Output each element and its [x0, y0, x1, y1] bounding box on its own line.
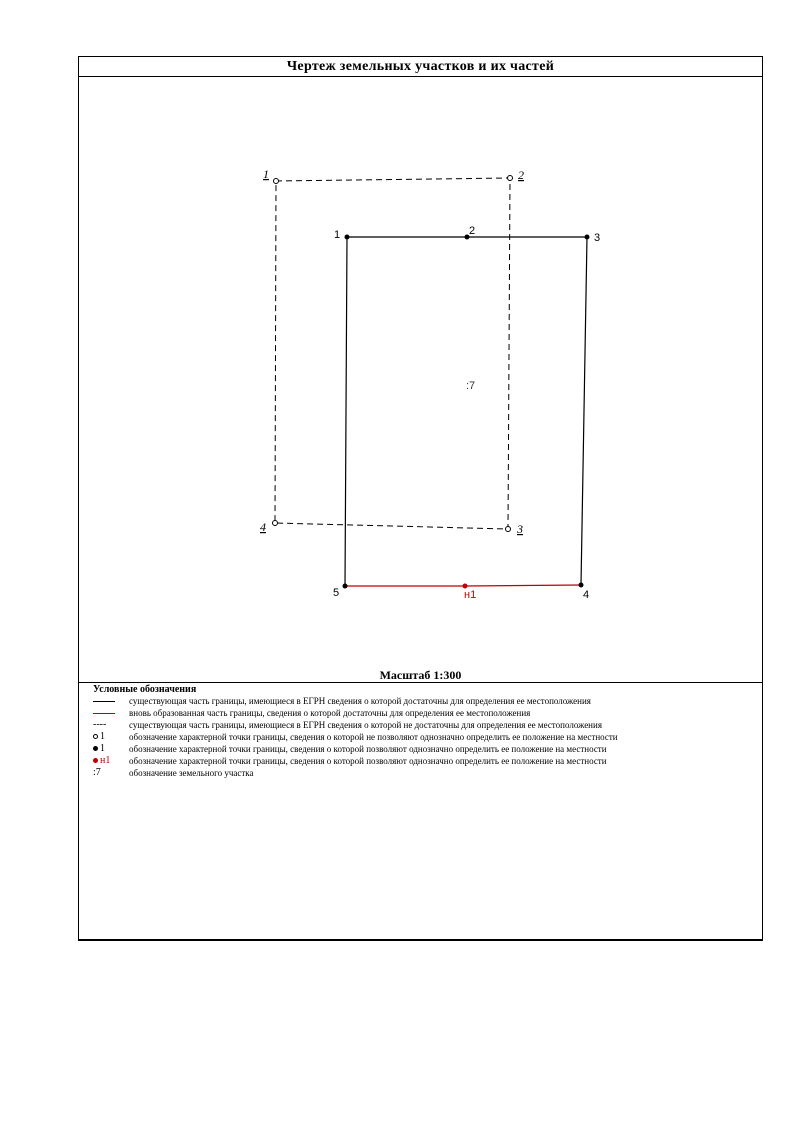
- legend-item: [93, 743, 743, 755]
- legend-item-text: существующая часть границы, имеющиеся в ЕГРН сведения о которой не достаточны для определения ее местоположения: [129, 720, 602, 730]
- drawing-sheet: [78, 56, 763, 941]
- new-point-label-n1: н1: [464, 589, 477, 601]
- legend-item-text: обозначение характерной точки границы, сведения о которой позволяют однозначно определить ее положение на местности: [129, 756, 607, 766]
- new-point-label-4: 4: [583, 589, 590, 601]
- old-point-3: [506, 527, 511, 532]
- legend-item: [93, 695, 743, 707]
- open-point-symbol: [93, 731, 129, 743]
- new-point-label-2: 2: [469, 225, 476, 237]
- parcel-drawing: [79, 57, 764, 667]
- solid-line-symbol: [93, 695, 129, 707]
- filled-point-symbol: [93, 743, 129, 755]
- old-point-label-1: 1: [263, 167, 269, 181]
- legend-item: [93, 755, 743, 767]
- legend-item-text: существующая часть границы, имеющиеся в ЕГРН сведения о которой достаточны для определения ее местоположения: [129, 696, 591, 706]
- legend-divider: [79, 682, 762, 683]
- red-point-symbol-label: н1: [100, 755, 111, 766]
- dashed-line-symbol-text: ----: [93, 719, 107, 730]
- filled-point-symbol-label: 1: [100, 743, 105, 754]
- old-point-2: [508, 176, 513, 181]
- legend-item: [93, 719, 743, 731]
- old-point-label-4: 4: [260, 520, 266, 534]
- page-title: Чертеж земельных участков и их частей: [79, 57, 762, 77]
- new-point-label-1: 1: [334, 229, 341, 241]
- red-point-symbol: [93, 755, 129, 767]
- legend-item-text: вновь образованная часть границы, сведения о которой достаточны для определения ее местоположения: [129, 708, 531, 718]
- new-point-label-3: 3: [594, 232, 601, 244]
- legend-item-text: обозначение земельного участка: [129, 768, 254, 778]
- old-point-label-3: 3: [517, 522, 523, 536]
- red-line-symbol: [93, 707, 129, 719]
- new-point-4: [579, 583, 584, 588]
- new-point-5: [343, 584, 348, 589]
- parcel-symbol: [93, 767, 129, 779]
- new-point-label-5: 5: [333, 587, 340, 599]
- existing-boundary-solid: [345, 237, 587, 586]
- new-point-1: [345, 235, 350, 240]
- old-point-label-2: 2: [518, 168, 524, 182]
- open-point-symbol-label: 1: [100, 731, 105, 742]
- old-point-4: [273, 521, 278, 526]
- legend-item: [93, 707, 743, 719]
- parcel-label: :7: [466, 380, 476, 392]
- legend-item: [93, 731, 743, 743]
- scale-label: Масштаб 1:300: [379, 668, 462, 682]
- legend-item-text: обозначение характерной точки границы, сведения о которой позволяют однозначно определить ее положение на местности: [129, 744, 607, 754]
- legend-item: [93, 767, 743, 779]
- parcel-symbol-text: :7: [93, 767, 101, 778]
- old-point-1: [274, 179, 279, 184]
- new-point-3: [585, 235, 590, 240]
- dashed-line-symbol: [93, 719, 129, 731]
- legend-title: Условные обозначения: [93, 684, 197, 695]
- new-point-n1: [463, 584, 468, 589]
- legend-item-text: обозначение характерной точки границы, сведения о которой не позволяют однозначно определить ее положение на местности: [129, 732, 618, 742]
